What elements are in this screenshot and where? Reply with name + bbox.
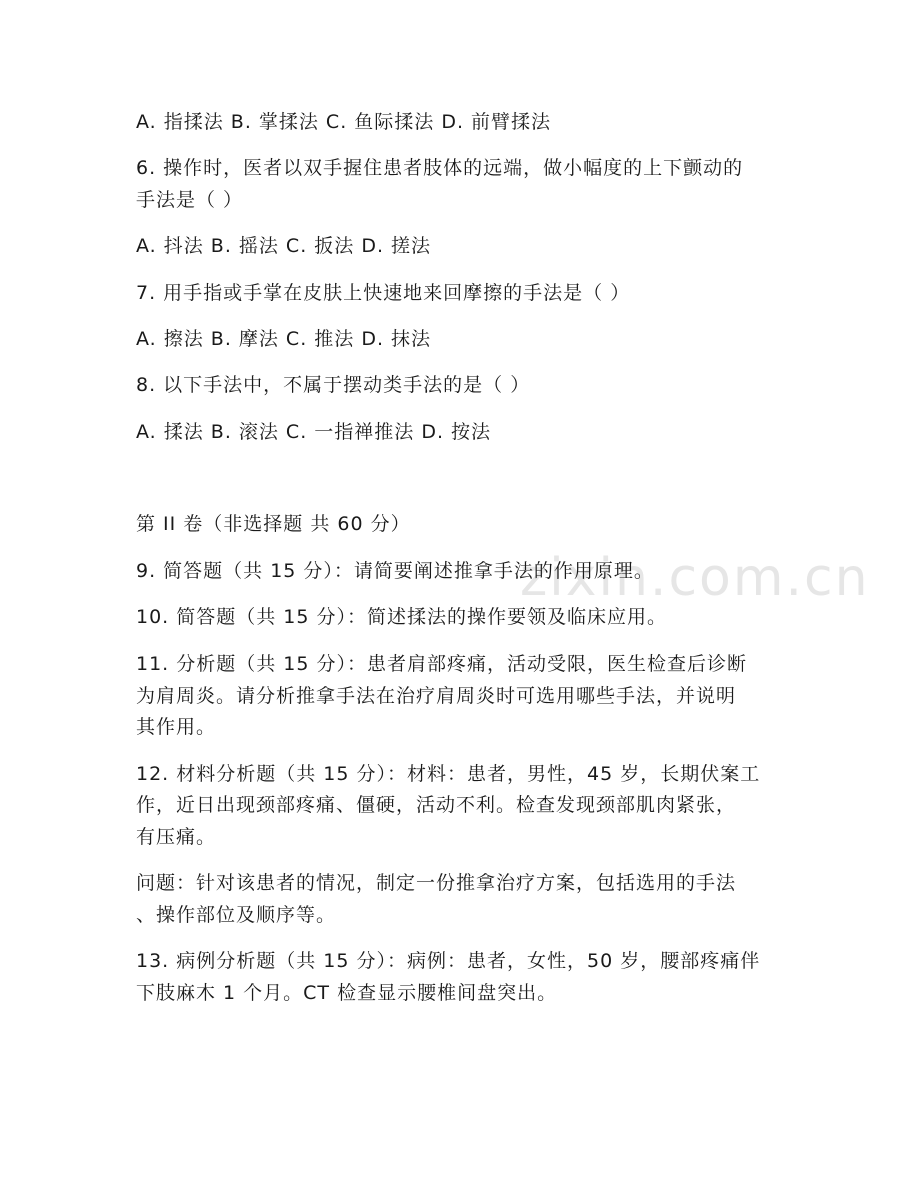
q12-question-line1: 问题：针对该患者的情况，制定一份推拿治疗方案，包括选用的手法 <box>136 872 737 894</box>
q5-options: A. 指揉法 B. 掌揉法 C. 鱼际揉法 D. 前臂揉法 <box>136 111 552 133</box>
q13-line2: 下肢麻木 1 个月。CT 检查显示腰椎间盘突出。 <box>136 982 558 1004</box>
q12-question-line2: 、操作部位及顺序等。 <box>136 904 337 926</box>
q13-line1: 13. 病例分析题（共 15 分）：病例：患者，女性，50 岁，腰部疼痛伴 <box>136 950 761 972</box>
q6-stem-line1: 6. 操作时，医者以双手握住患者肢体的远端，做小幅度的上下颤动的 <box>136 157 744 179</box>
q7-options: A. 擦法 B. 摩法 C. 推法 D. 抹法 <box>136 328 432 350</box>
watermark: zixin.com.cn <box>520 548 870 608</box>
q12-line2: 作，近日出现颈部疼痛、僵硬，活动不利。检查发现颈部肌肉紧张， <box>136 794 737 816</box>
q7-stem: 7. 用手指或手掌在皮肤上快速地来回摩擦的手法是（ ） <box>136 282 631 304</box>
q11-line2: 为肩周炎。请分析推拿手法在治疗肩周炎时可选用哪些手法，并说明 <box>136 685 737 707</box>
q6-stem-line2: 手法是（ ） <box>136 189 244 211</box>
q8-stem: 8. 以下手法中，不属于摆动类手法的是（ ） <box>136 374 531 396</box>
q11-line3: 其作用。 <box>136 716 217 738</box>
q12-line3: 有压痛。 <box>136 826 217 848</box>
q8-options: A. 揉法 B. 滚法 C. 一指禅推法 D. 按法 <box>136 421 492 443</box>
q11-line1: 11. 分析题（共 15 分）：患者肩部疼痛，活动受限，医生检查后诊断 <box>136 653 748 675</box>
q12-line1: 12. 材料分析题（共 15 分）：材料：患者，男性，45 岁，长期伏案工 <box>136 763 761 785</box>
q10: 10. 简答题（共 15 分）：简述揉法的操作要领及临床应用。 <box>136 606 668 628</box>
q9: 9. 简答题（共 15 分）：请简要阐述推拿手法的作用原理。 <box>136 560 654 582</box>
section-title: 第 II 卷（非选择题 共 60 分） <box>136 513 411 535</box>
q6-options: A. 抖法 B. 摇法 C. 扳法 D. 搓法 <box>136 235 432 257</box>
